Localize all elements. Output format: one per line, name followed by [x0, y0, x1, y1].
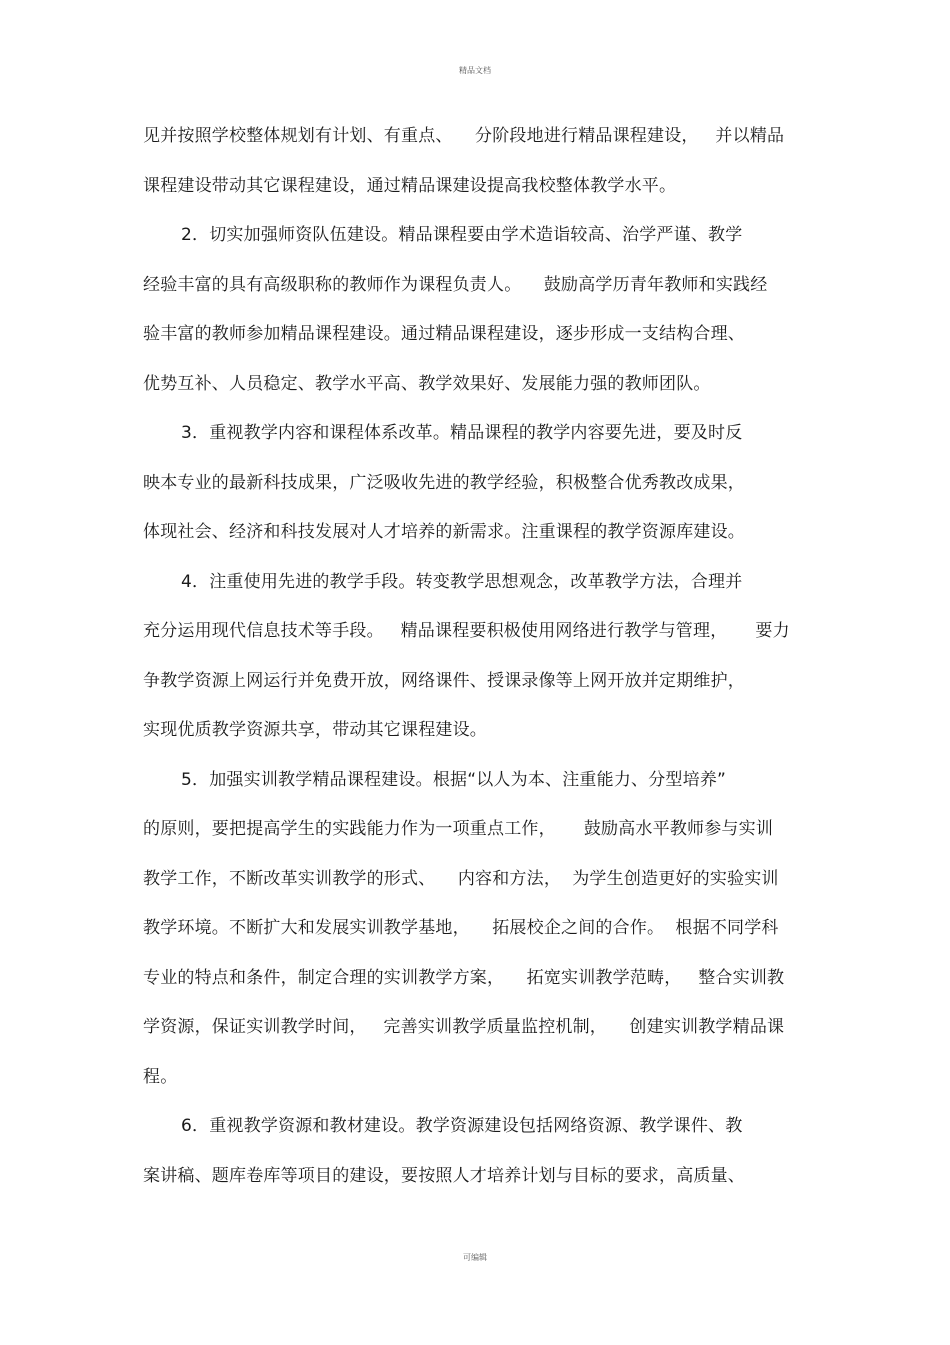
text-line: 实现优质教学资源共享，带动其它课程建设。 [143, 720, 487, 740]
text-line: 案讲稿、题库卷库等项目的建设，要按照人才培养计划与目标的要求，高质量、 [143, 1165, 745, 1186]
text-line: 的原则，要把提高学生的实践能力作为一项重点工作， 鼓励高水平教师参与实训 [143, 819, 774, 839]
paragraph-start-line: 3．重视教学内容和课程体系改革。精品课程的教学内容要先进，要及时反 [181, 423, 743, 443]
text-line: 课程建设带动其它课程建设，通过精品课建设提高我校整体教学水平。 [143, 175, 677, 196]
text-line: 学资源，保证实训教学时间， 完善实训教学质量监控机制， 创建实训教学精品课 [143, 1017, 785, 1037]
text-line: 专业的特点和条件，制定合理的实训教学方案， 拓宽实训教学范畴， 整合实训教 [143, 967, 785, 988]
text-line: 程。 [143, 1066, 178, 1087]
paragraph-start-line: 6．重视教学资源和教材建设。教学资源建设包括网络资源、教学课件、教 [181, 1116, 743, 1136]
page-footer: 可编辑 [463, 1253, 487, 1262]
text-line: 教学环境。不断扩大和发展实训教学基地， 拓展校企之间的合作。 根据不同学科 [143, 918, 779, 938]
text-line: 教学工作，不断改革实训教学的形式、 内容和方法， 为学生创造更好的实验实训 [143, 868, 779, 889]
text-line: 经验丰富的具有高级职称的教师作为课程负责人。 鼓励高学历青年教师和实践经 [143, 274, 768, 295]
document-body [143, 112, 823, 1201]
paragraph-start-line: 5．加强实训教学精品课程建设。根据“以人为本、注重能力、分型培养” [181, 769, 727, 790]
text-line: 充分运用现代信息技术等手段。 精品课程要积极使用网络进行教学与管理， 要力 [143, 621, 790, 641]
text-line: 见并按照学校整体规划有计划、有重点、 分阶段地进行精品课程建设， 并以精品 [143, 126, 785, 146]
text-line: 验丰富的教师参加精品课程建设。通过精品课程建设，逐步形成一支结构合理、 [143, 324, 745, 344]
text-line: 映本专业的最新科技成果，广泛吸收先进的教学经验，积极整合优秀教改成果， [143, 472, 745, 493]
text-line: 优势互补、人员稳定、教学水平高、教学效果好、发展能力强的教师团队。 [143, 373, 711, 394]
text-line: 争教学资源上网运行并免费开放，网络课件、授课录像等上网开放并定期维护， [143, 670, 745, 691]
paragraph-start-line: 4．注重使用先进的教学手段。转变教学思想观念，改革教学方法，合理并 [181, 571, 743, 592]
text-line: 体现社会、经济和科技发展对人才培养的新需求。注重课程的教学资源库建设。 [143, 522, 745, 542]
page-header: 精品文档 [459, 66, 491, 75]
paragraph-start-line: 2．切实加强师资队伍建设。精品课程要由学术造诣较高、治学严谨、教学 [181, 225, 743, 245]
